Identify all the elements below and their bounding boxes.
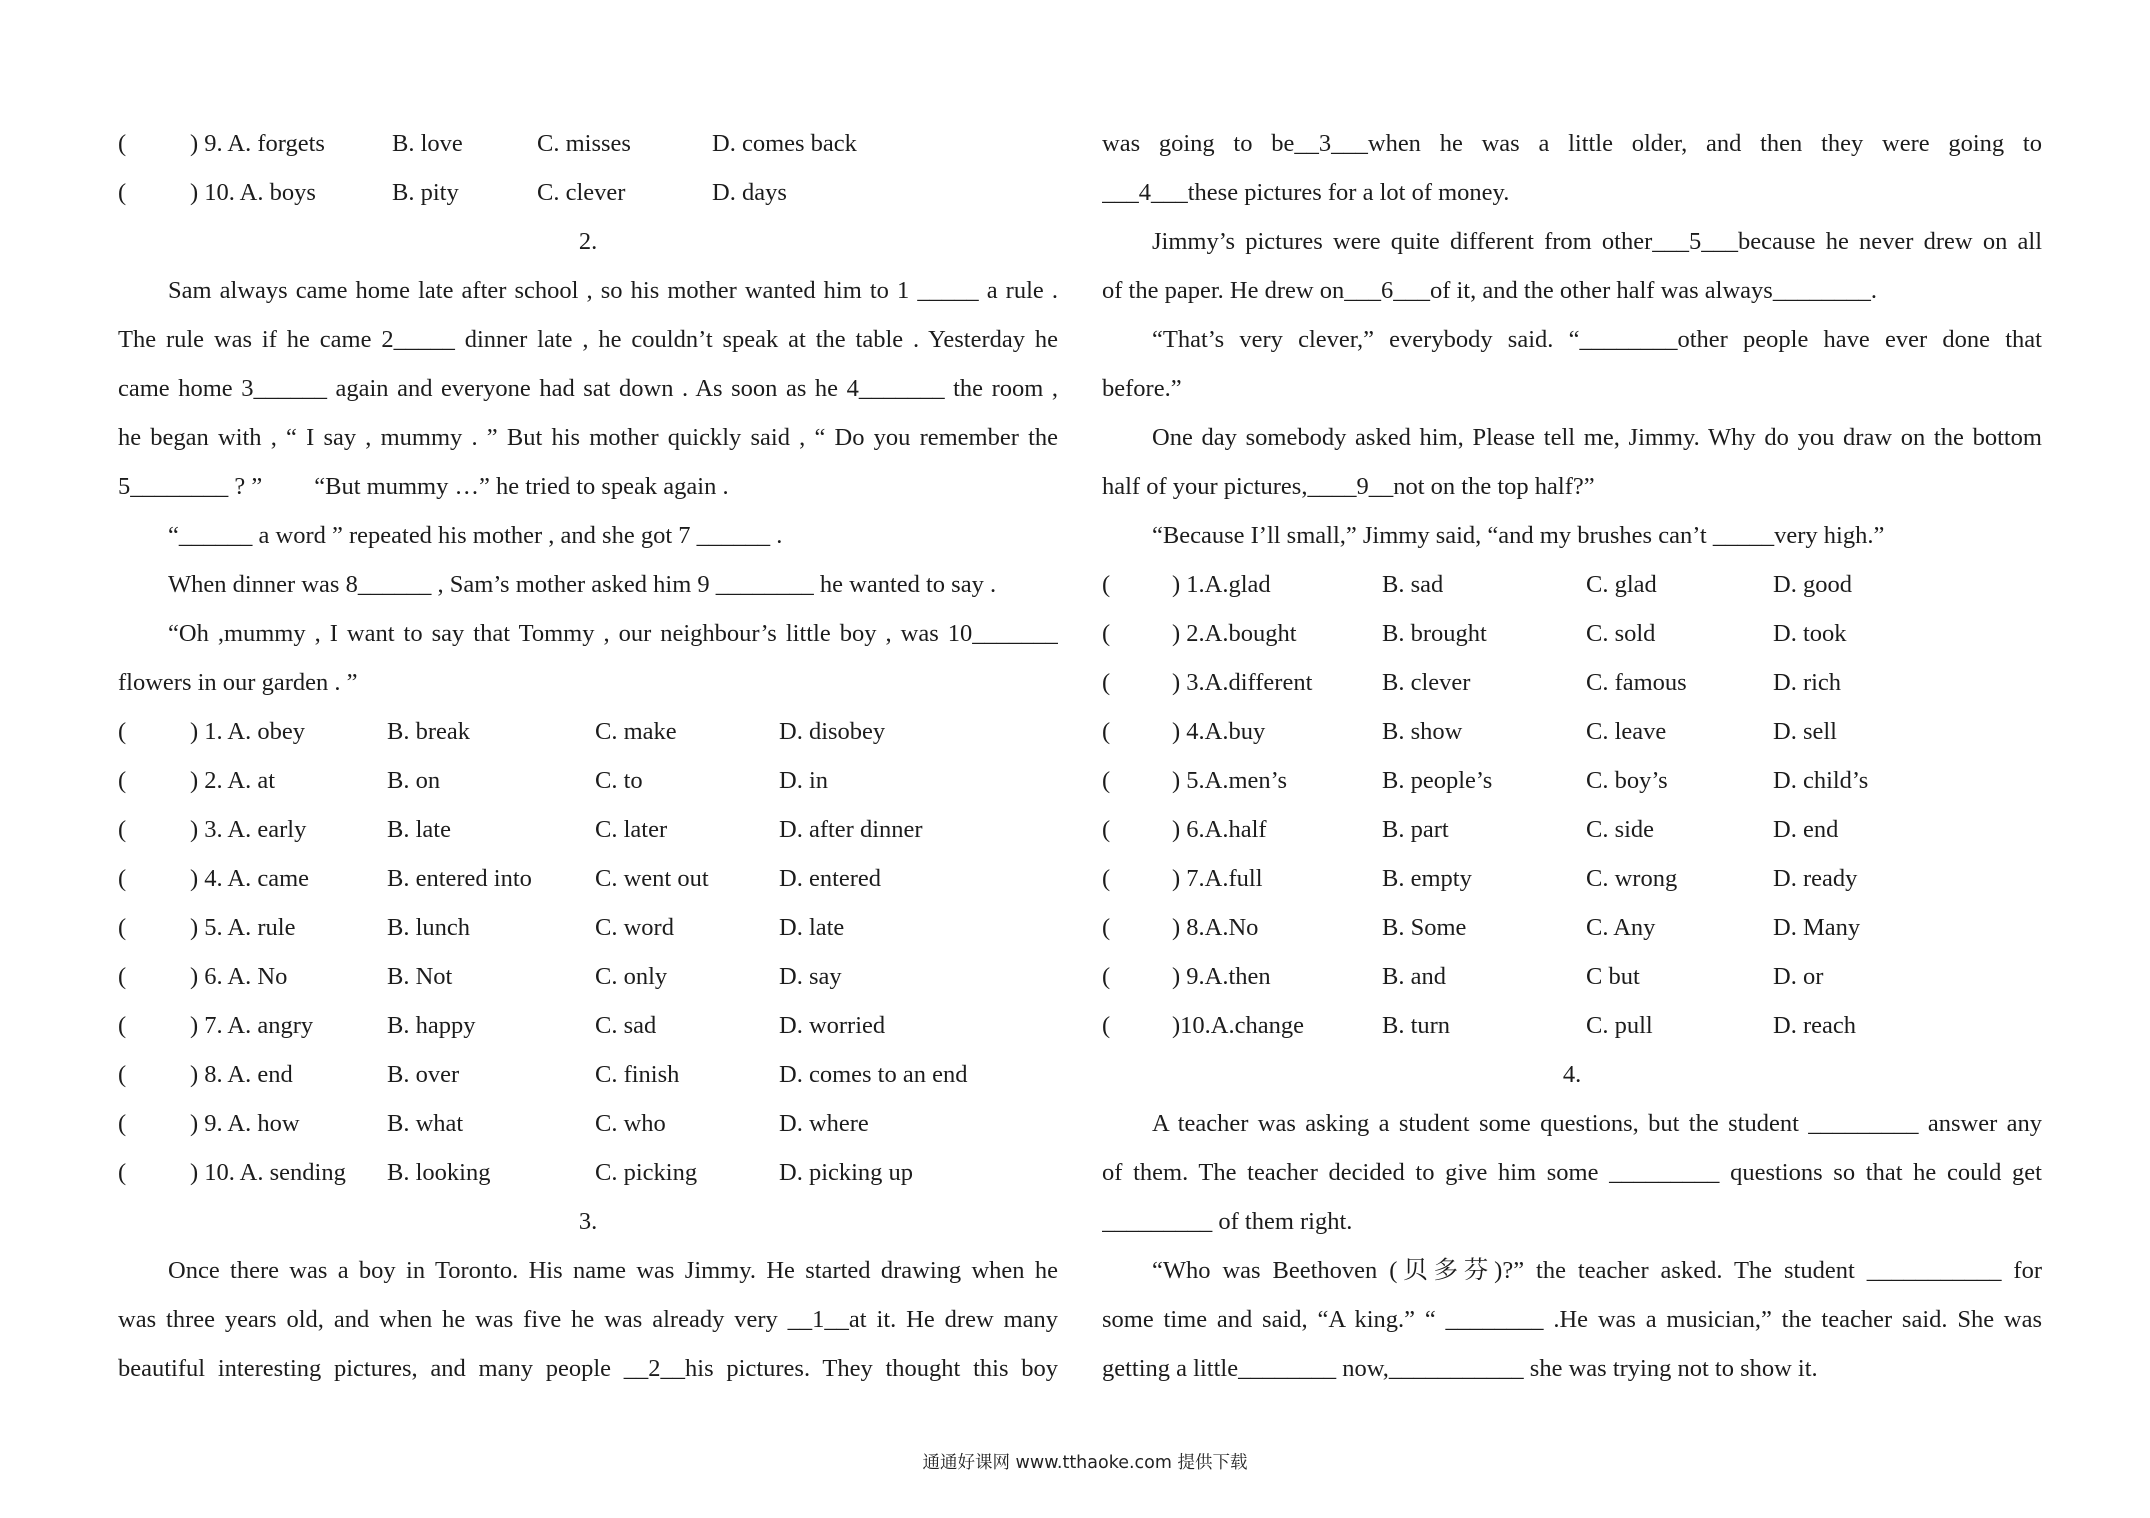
option-open-paren: ( — [118, 718, 127, 745]
option-open-paren: ( — [118, 767, 127, 794]
option-choice-b: B. Some — [1382, 914, 1467, 941]
option-choice-c: C. only — [595, 963, 668, 990]
option-choice-d: D. days — [712, 179, 787, 206]
option-open-paren: ( — [118, 130, 127, 157]
text-segment: “But mummy …” he tried to speak again . — [314, 473, 729, 500]
option-row — [1102, 609, 2042, 658]
text-line: ___4___these pictures for a lot of money. — [1102, 179, 1510, 206]
option-choice-d: D. late — [779, 914, 845, 941]
option-open-paren: ( — [118, 914, 127, 941]
option-number-choice-a: ) 9. A. how — [190, 1110, 300, 1137]
option-choice-d: D. took — [1773, 620, 1847, 647]
text-line: of them. The teacher decided to give him some _________ questions so that he could get — [1102, 1159, 2042, 1186]
footer-credit: 通通好课网 www.tthaoke.com 提供下载 — [922, 1453, 1248, 1473]
text-line: some time and said, “A king.” “ ________ .He was a musician,” the teacher said. She was — [1102, 1306, 2042, 1333]
option-row — [118, 1001, 1058, 1050]
option-number-choice-a: ) 8.A.No — [1172, 914, 1259, 941]
option-row — [118, 168, 1058, 217]
text-line: A teacher was asking a student some questions, but the student _________ answer any — [1152, 1110, 2042, 1137]
option-row — [118, 119, 1058, 168]
text-line: Jimmy’s pictures were quite different from other___5___because he never drew on all — [1152, 228, 2042, 255]
option-open-paren: ( — [118, 1159, 127, 1186]
option-choice-b: B. sad — [1382, 571, 1444, 598]
option-number-choice-a: ) 2. A. at — [190, 767, 276, 794]
option-choice-c: C. wrong — [1586, 865, 1678, 892]
option-choice-c: C. make — [595, 718, 677, 745]
option-open-paren: ( — [1102, 865, 1111, 892]
text-line: “Who was Beethoven (贝多芬)?” the teacher asked. The student ___________ for — [1152, 1257, 2042, 1284]
option-number-choice-a: ) 4. A. came — [190, 865, 310, 892]
text-line: _________ of them right. — [1102, 1208, 1353, 1235]
option-row — [1102, 854, 2042, 903]
text-line: “That’s very clever,” everybody said. “________other people have ever done that — [1152, 326, 2042, 353]
option-number-choice-a: ) 3. A. early — [190, 816, 307, 843]
option-row — [118, 854, 1058, 903]
option-choice-b: B. pity — [392, 179, 459, 206]
option-row — [1102, 756, 2042, 805]
text-line: “Oh ,mummy , I want to say that Tommy , our neighbour’s little boy , was 10_______ — [168, 620, 1058, 647]
option-choice-c: C but — [1586, 963, 1640, 990]
option-choice-b: B. and — [1382, 963, 1446, 990]
option-number-choice-a: ) 4.A.buy — [1172, 718, 1266, 745]
option-number-choice-a: ) 2.A.bought — [1172, 620, 1297, 647]
option-row — [1102, 560, 2042, 609]
option-choice-b: B. show — [1382, 718, 1463, 745]
option-choice-b: B. on — [387, 767, 441, 794]
text-line: was going to be__3___when he was a little older, and then they were going to — [1102, 130, 2042, 157]
option-row — [118, 756, 1058, 805]
option-choice-d: D. entered — [779, 865, 882, 892]
option-row — [118, 903, 1058, 952]
text-line: came home 3______ again and everyone had sat down . As soon as he 4_______ the room , — [118, 375, 1058, 402]
option-choice-b: B. entered into — [387, 865, 532, 892]
text-line: was three years old, and when he was five he was already very __1__at it. He drew many — [118, 1306, 1058, 1333]
option-open-paren: ( — [1102, 963, 1111, 990]
option-choice-c: C. finish — [595, 1061, 680, 1088]
option-choice-b: B. Not — [387, 963, 453, 990]
option-choice-d: D. end — [1773, 816, 1839, 843]
option-number-choice-a: ) 1. A. obey — [190, 718, 305, 745]
option-row — [1102, 805, 2042, 854]
option-number-choice-a: ) 10. A. sending — [190, 1159, 346, 1186]
option-row — [1102, 952, 2042, 1001]
option-open-paren: ( — [118, 179, 127, 206]
option-number-choice-a: ) 6. A. No — [190, 963, 288, 990]
option-choice-b: B. love — [392, 130, 463, 157]
option-choice-c: C. picking — [595, 1159, 698, 1186]
option-choice-d: D. child’s — [1773, 767, 1869, 794]
option-open-paren: ( — [1102, 718, 1111, 745]
option-choice-b: B. people’s — [1382, 767, 1493, 794]
text-line: half of your pictures,____9__not on the top half?” — [1102, 473, 1595, 500]
option-number-choice-a: ) 1.A.glad — [1172, 571, 1271, 598]
option-number-choice-a: ) 7. A. angry — [190, 1012, 314, 1039]
text-segment: 5________ ? ” — [118, 473, 263, 500]
option-choice-c: C. sad — [595, 1012, 657, 1039]
option-row — [1102, 707, 2042, 756]
option-choice-d: D. good — [1773, 571, 1852, 598]
option-choice-c: C. side — [1586, 816, 1655, 843]
option-choice-b: B. brought — [1382, 620, 1487, 647]
option-choice-c: C. later — [595, 816, 668, 843]
option-choice-d: D. where — [779, 1110, 869, 1137]
option-choice-c: C. who — [595, 1110, 666, 1137]
option-choice-b: B. happy — [387, 1012, 476, 1039]
text-line — [118, 462, 1058, 511]
text-line: before.” — [1102, 375, 1182, 402]
option-choice-c: C. went out — [595, 865, 709, 892]
option-row — [118, 952, 1058, 1001]
option-choice-c: C. clever — [537, 179, 626, 206]
option-number-choice-a: ) 9.A.then — [1172, 963, 1271, 990]
option-choice-c: C. leave — [1586, 718, 1667, 745]
option-number-choice-a: ) 5. A. rule — [190, 914, 296, 941]
option-choice-b: B. looking — [387, 1159, 491, 1186]
option-open-paren: ( — [118, 816, 127, 843]
option-choice-d: D. disobey — [779, 718, 886, 745]
option-choice-c: C. word — [595, 914, 674, 941]
option-open-paren: ( — [118, 1061, 127, 1088]
option-choice-d: D. rich — [1773, 669, 1842, 696]
option-choice-c: C. misses — [537, 130, 631, 157]
option-choice-b: B. part — [1382, 816, 1449, 843]
option-choice-c: C. to — [595, 767, 643, 794]
option-choice-c: C. pull — [1586, 1012, 1653, 1039]
text-line: of the paper. He drew on___6___of it, and the other half was always________. — [1102, 277, 1877, 304]
option-choice-b: B. lunch — [387, 914, 471, 941]
text-line: “______ a word ” repeated his mother , and she got 7 ______ . — [168, 522, 783, 549]
option-open-paren: ( — [118, 865, 127, 892]
option-choice-d: D. ready — [1773, 865, 1858, 892]
option-choice-d: D. worried — [779, 1012, 886, 1039]
option-choice-d: D. comes back — [712, 130, 857, 157]
option-choice-b: B. clever — [1382, 669, 1471, 696]
option-choice-d: D. after dinner — [779, 816, 923, 843]
option-choice-c: C. sold — [1586, 620, 1656, 647]
right-column — [1102, 0, 2042, 1518]
option-choice-d: D. in — [779, 767, 828, 794]
option-open-paren: ( — [118, 1012, 127, 1039]
option-open-paren: ( — [1102, 767, 1111, 794]
text-line: The rule was if he came 2_____ dinner late , he couldn’t speak at the table . Yesterday he — [118, 326, 1058, 353]
option-choice-d: D. reach — [1773, 1012, 1856, 1039]
option-row — [118, 1099, 1058, 1148]
option-row — [118, 707, 1058, 756]
option-choice-d: D. Many — [1773, 914, 1861, 941]
option-number-choice-a: ) 9. A. forgets — [190, 130, 325, 157]
option-open-paren: ( — [118, 1110, 127, 1137]
text-line: “Because I’ll small,” Jimmy said, “and my brushes can’t _____very high.” — [1152, 522, 1885, 549]
text-line: he began with , “ I say , mummy . ” But his mother quickly said , “ Do you remember the — [118, 424, 1058, 451]
option-choice-c: C. Any — [1586, 914, 1656, 941]
option-choice-b: B. break — [387, 718, 470, 745]
option-choice-d: D. sell — [1773, 718, 1837, 745]
option-row — [1102, 1001, 2042, 1050]
option-choice-b: B. what — [387, 1110, 464, 1137]
option-number-choice-a: ) 6.A.half — [1172, 816, 1267, 843]
text-line: Sam always came home late after school , so his mother wanted him to 1 _____ a rule . — [168, 277, 1058, 304]
passage-number: 2. — [578, 228, 598, 255]
option-choice-d: D. or — [1773, 963, 1824, 990]
option-row — [1102, 658, 2042, 707]
option-number-choice-a: ) 3.A.different — [1172, 669, 1313, 696]
option-choice-c: C. glad — [1586, 571, 1657, 598]
option-choice-d: D. comes to an end — [779, 1061, 968, 1088]
text-line: When dinner was 8______ , Sam’s mother asked him 9 ________ he wanted to say . — [168, 571, 997, 598]
option-open-paren: ( — [118, 963, 127, 990]
text-line: Once there was a boy in Toronto. His name was Jimmy. He started drawing when he — [168, 1257, 1058, 1284]
option-choice-d: D. picking up — [779, 1159, 914, 1186]
passage-number: 4. — [1562, 1061, 1582, 1088]
option-row — [118, 1148, 1058, 1197]
option-choice-b: B. over — [387, 1061, 460, 1088]
text-line: getting a little________ now,___________ she was trying not to show it. — [1102, 1355, 1818, 1382]
option-choice-c: C. boy’s — [1586, 767, 1668, 794]
left-column — [118, 0, 1058, 1518]
option-number-choice-a: ) 8. A. end — [190, 1061, 293, 1088]
passage-number: 3. — [578, 1208, 598, 1235]
option-choice-b: B. late — [387, 816, 451, 843]
option-number-choice-a: )10.A.change — [1172, 1012, 1304, 1039]
text-line: One day somebody asked him, Please tell me, Jimmy. Why do you draw on the bottom — [1152, 424, 2042, 451]
option-choice-b: B. empty — [1382, 865, 1472, 892]
option-choice-c: C. famous — [1586, 669, 1687, 696]
option-number-choice-a: ) 7.A.full — [1172, 865, 1263, 892]
text-line: flowers in our garden . ” — [118, 669, 358, 696]
option-open-paren: ( — [1102, 571, 1111, 598]
option-open-paren: ( — [1102, 914, 1111, 941]
option-open-paren: ( — [1102, 620, 1111, 647]
option-number-choice-a: ) 5.A.men’s — [1172, 767, 1287, 794]
option-row — [118, 805, 1058, 854]
option-number-choice-a: ) 10. A. boys — [190, 179, 316, 206]
option-open-paren: ( — [1102, 669, 1111, 696]
option-row — [1102, 903, 2042, 952]
option-open-paren: ( — [1102, 816, 1111, 843]
text-line: beautiful interesting pictures, and many people __2__his pictures. They thought this boy — [118, 1355, 1058, 1382]
option-choice-b: B. turn — [1382, 1012, 1451, 1039]
option-row — [118, 1050, 1058, 1099]
option-open-paren: ( — [1102, 1012, 1111, 1039]
option-choice-d: D. say — [779, 963, 842, 990]
